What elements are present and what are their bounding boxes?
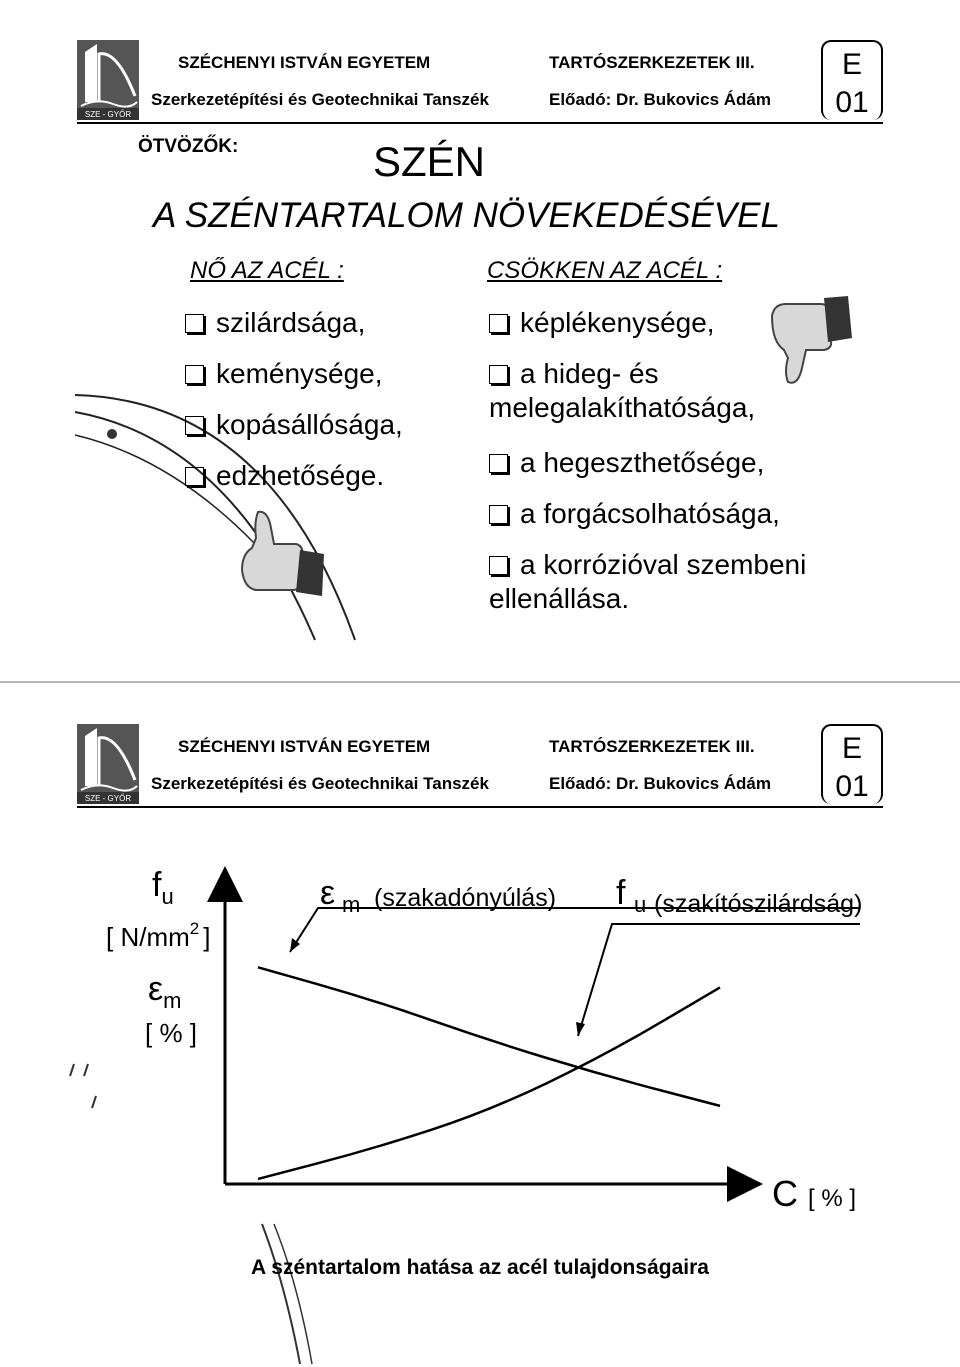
list-item: szilárdsága, <box>185 306 365 340</box>
thumbs-down-icon <box>768 296 860 388</box>
list-item: keménysége, <box>185 357 383 391</box>
slide-divider <box>0 681 960 683</box>
slide-title: SZÉN <box>373 138 486 185</box>
checkbox-icon <box>489 454 508 473</box>
list-item: képlékenysége, <box>489 306 715 340</box>
course-name: TARTÓSZERKEZETEK III. <box>549 737 755 756</box>
section-label: ÖTVÖZŐK: <box>138 136 239 157</box>
checkbox-icon <box>185 416 204 435</box>
chart-caption: A széntartalom hatása az acél tulajdonságaira <box>251 1256 709 1279</box>
list-item: a hideg- és melegalakíthatósága, <box>489 358 756 423</box>
code-number: 01 <box>835 86 869 119</box>
checkbox-icon <box>489 556 508 575</box>
svg-text:(szakadónyúlás): (szakadónyúlás) <box>374 884 557 912</box>
y-label-em: $\varepsilon_m$ <box>148 970 182 1013</box>
increase-heading: NŐ AZ ACÉL : <box>190 257 344 284</box>
list-item: a korrózióval szembeni ellenállása. <box>489 549 807 614</box>
decrease-heading: CSÖKKEN AZ ACÉL : <box>487 257 723 284</box>
svg-text:SZE - GYŐR: SZE - GYŐR <box>84 794 132 803</box>
university-name: SZÉCHENYI ISTVÁN EGYETEM <box>178 53 431 72</box>
code-letter: E <box>841 732 862 765</box>
slide-2 <box>0 684 960 1367</box>
checkbox-icon <box>489 365 508 384</box>
svg-text:ε: ε <box>320 874 336 912</box>
series-line-elongation <box>258 967 720 1106</box>
svg-text:SZE - GYŐR: SZE - GYŐR <box>84 110 132 119</box>
list-item: a forgácsolhatósága, <box>489 497 780 531</box>
svg-text:m: m <box>342 892 361 917</box>
y-label-em-unit: [ % ] <box>145 1018 198 1048</box>
course-name: TARTÓSZERKEZETEK III. <box>549 53 755 72</box>
department-name: Szerkezetépítési és Geotechnikai Tanszék <box>151 774 489 793</box>
svg-text:f: f <box>616 874 626 912</box>
checkbox-icon <box>489 314 508 333</box>
list-item: kopásállósága, <box>185 408 403 442</box>
code-number: 01 <box>835 770 869 803</box>
lecturer-name: Előadó: Dr. Bukovics Ádám <box>549 90 771 109</box>
checkbox-icon <box>185 314 204 333</box>
svg-text:u: u <box>634 892 647 917</box>
series-line-tensile-strength <box>258 987 720 1179</box>
slide-1 <box>0 0 960 680</box>
y-label-fu-unit: [ $N/mm^2$ ] <box>106 919 211 952</box>
svg-text:(szakítószilárdság): (szakítószilárdság) <box>654 890 863 918</box>
checkbox-icon <box>489 505 508 524</box>
department-name: Szerkezetépítési és Geotechnikai Tanszék <box>151 90 489 109</box>
list-item: edzhetősége. <box>185 459 384 493</box>
checkbox-icon <box>185 365 204 384</box>
code-letter: E <box>841 48 862 81</box>
y-label-fu: $f_u$ <box>152 866 174 909</box>
university-name: SZÉCHENYI ISTVÁN EGYETEM <box>178 737 431 756</box>
slide-subtitle: A SZÉNTARTALOM NÖVEKEDÉSÉVEL <box>153 196 780 235</box>
x-label: C [ % ] <box>772 1173 857 1214</box>
tensile-strength-callout <box>576 874 862 1036</box>
checkbox-icon <box>185 467 204 486</box>
thumbs-up-icon <box>238 508 328 598</box>
lecturer-name: Előadó: Dr. Bukovics Ádám <box>549 774 771 793</box>
list-item: a hegeszthetősége, <box>489 446 764 480</box>
decorative-marks <box>70 1064 312 1364</box>
